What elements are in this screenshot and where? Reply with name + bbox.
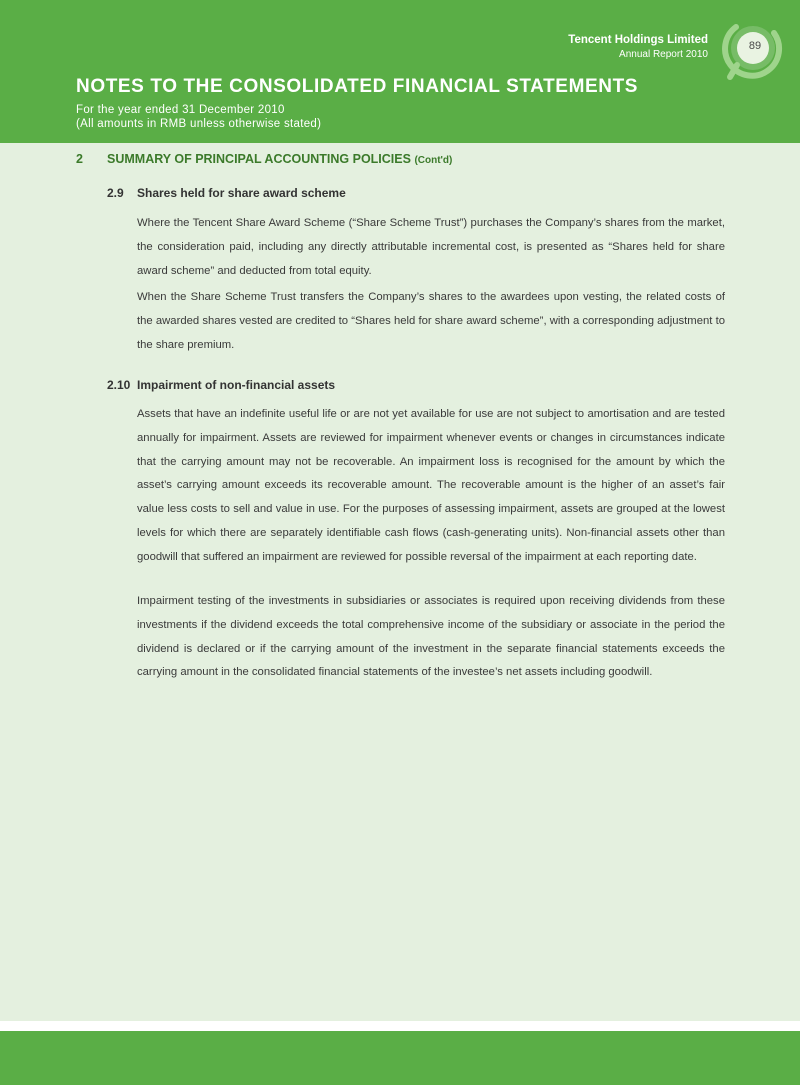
page-number-logo-icon: [716, 16, 792, 92]
paragraph: Assets that have an indefinite useful life or are not yet available for use are not subject to amortisation and are tested annually for impairment. Assets are reviewed for impairment whenever events or changes in circumstances indicate that the carrying amount may not be recoverable. An impairment loss is recognised for the amount by which the asset’s carrying amount exceeds its recoverable amount. The recoverable amount is the higher of an asset’s fair value less costs to sell and value in use. For the purposes of assessing impairment, assets are grouped at the lowest levels for which there are separately identifiable cash flows (cash-generating units). Non-financial assets other than goodwill that suffered an impairment are reviewed for possible reversal of the impairment at each reporting date.: [137, 408, 725, 563]
subsection-title: Impairment of non-financial assets: [137, 378, 336, 392]
paragraph: When the Share Scheme Trust transfers the Company’s shares to the awardees upon vesting, the related costs of the awarded shares vested are credited to “Shares held for share award scheme”, with a corresponding adjustment to the share premium.: [137, 291, 725, 351]
section-number: 2: [76, 152, 83, 166]
page-subtitle-period: For the year ended 31 December 2010: [76, 104, 285, 116]
paragraph: Where the Tencent Share Award Scheme (“Share Scheme Trust”) purchases the Company’s shares from the market, the consideration paid, including any directly attributable incremental cost, is presented as “Shares held for share award scheme” and deducted from total equity.: [137, 217, 725, 277]
paragraph: Impairment testing of the investments in subsidiaries or associates is required upon receiving dividends from these investments if the dividend exceeds the total comprehensive income of the subsidiary or associate in the period the dividend is declared or if the carrying amount of the investment in the separate financial statements exceeds the carrying amount in the consolidated financial statements of the investee’s net assets including goodwill.: [137, 595, 725, 679]
page-header: [0, 0, 800, 143]
section-title: SUMMARY OF PRINCIPAL ACCOUNTING POLICIES: [107, 152, 411, 166]
page-footer: [0, 1031, 800, 1085]
footer-gap: [0, 1021, 800, 1031]
company-name: Tencent Holdings Limited: [568, 34, 708, 46]
section-heading: [76, 152, 452, 166]
page-title: NOTES TO THE CONSOLIDATED FINANCIAL STATEMENTS: [76, 76, 639, 97]
report-name: Annual Report 2010: [619, 49, 708, 60]
subsection-number: 2.10: [107, 378, 131, 392]
subsection-title: Shares held for share award scheme: [137, 186, 346, 200]
page-subtitle-currency: (All amounts in RMB unless otherwise stated): [76, 118, 322, 130]
subsection-heading: [107, 186, 346, 200]
subsection-heading: [107, 378, 335, 392]
subsection-number: 2.9: [107, 186, 124, 200]
page-number: 89: [748, 40, 762, 52]
section-contd: (Cont'd): [414, 155, 453, 166]
